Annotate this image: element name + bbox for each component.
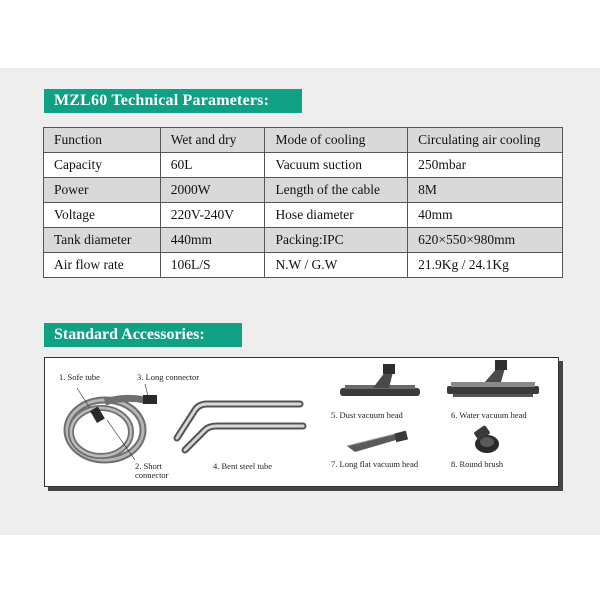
table-cell: 8M xyxy=(408,178,563,203)
table-cell: Wet and dry xyxy=(160,128,265,153)
table-row xyxy=(44,203,563,228)
round-brush-label: 8. Round brush xyxy=(451,459,504,469)
bent-steel-tube-icon xyxy=(177,404,303,450)
table-cell: Circulating air cooling xyxy=(408,128,563,153)
table-cell: 106L/S xyxy=(160,253,265,278)
round-brush-icon xyxy=(473,425,499,453)
table-cell: Tank diameter xyxy=(44,228,161,253)
dust-vacuum-head-icon xyxy=(340,364,420,396)
table-cell: 220V-240V xyxy=(160,203,265,228)
short-connector-label: 2. Short xyxy=(135,461,162,471)
long-flat-vacuum-head-icon xyxy=(347,431,408,452)
long-flat-vacuum-head-label: 7. Long flat vacuum head xyxy=(331,459,419,469)
table-row xyxy=(44,228,563,253)
table-cell: 250mbar xyxy=(408,153,563,178)
soft-tube-label: 1. Sofe tube xyxy=(59,372,100,382)
standard-accessories-heading: Standard Accessories: xyxy=(44,323,242,347)
table-cell: Function xyxy=(44,128,161,153)
long-connector-label: 3. Long connector xyxy=(137,372,200,382)
table-cell: Voltage xyxy=(44,203,161,228)
table-cell: 21.9Kg / 24.1Kg xyxy=(408,253,563,278)
table-cell: Vacuum suction xyxy=(265,153,408,178)
table-cell: 620×550×980mm xyxy=(408,228,563,253)
table-cell: Air flow rate xyxy=(44,253,161,278)
short-connector-label-line2: connector xyxy=(135,470,169,480)
table-cell: Power xyxy=(44,178,161,203)
table-cell: Packing:IPC xyxy=(265,228,408,253)
table-row xyxy=(44,153,563,178)
table-cell: Mode of cooling xyxy=(265,128,408,153)
table-row xyxy=(44,128,563,153)
table-cell: Hose diameter xyxy=(265,203,408,228)
table-cell: N.W / G.W xyxy=(265,253,408,278)
water-vacuum-head-label: 6. Water vacuum head xyxy=(451,410,527,420)
technical-parameters-heading: MZL60 Technical Parameters: xyxy=(44,89,302,113)
accessories-box xyxy=(44,357,559,487)
table-cell: 2000W xyxy=(160,178,265,203)
table-row xyxy=(44,178,563,203)
water-vacuum-head-icon xyxy=(447,360,539,397)
technical-parameters-table xyxy=(43,127,563,278)
table-cell: 60L xyxy=(160,153,265,178)
table-cell: 440mm xyxy=(160,228,265,253)
table-row xyxy=(44,253,563,278)
table-cell: Length of the cable xyxy=(265,178,408,203)
bent-steel-tube-label: 4. Bent steel tube xyxy=(213,461,273,471)
dust-vacuum-head-label: 5. Dust vacuum head xyxy=(331,410,403,420)
table-cell: 40mm xyxy=(408,203,563,228)
table-cell: Capacity xyxy=(44,153,161,178)
